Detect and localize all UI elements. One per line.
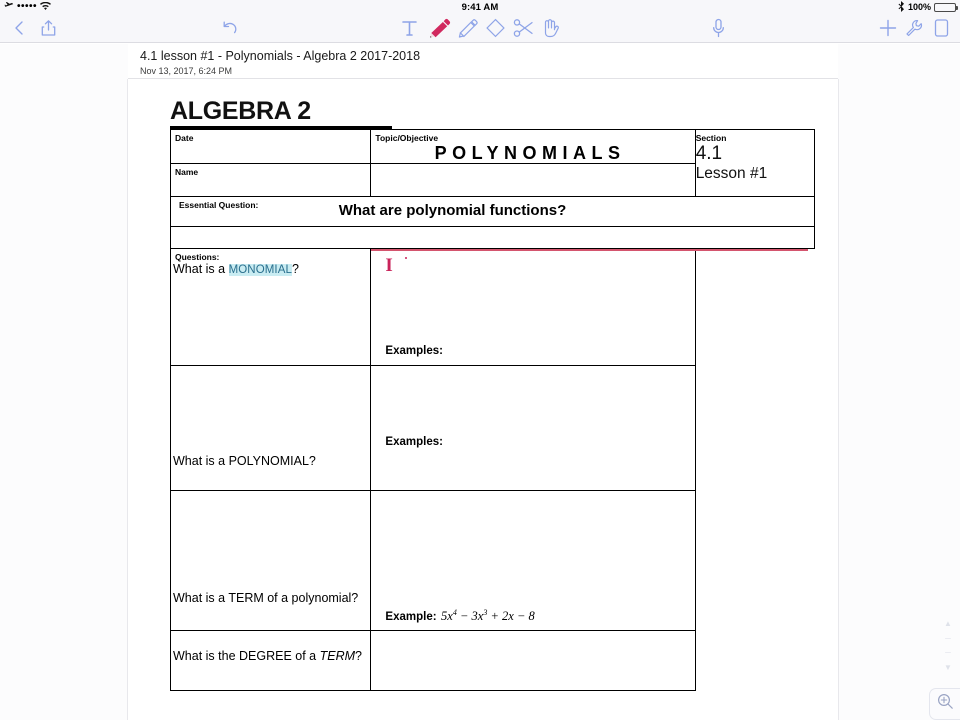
text-tool[interactable] bbox=[401, 19, 418, 37]
scroll-indicator[interactable] bbox=[941, 620, 955, 672]
scroll-dash-lower: ─ bbox=[945, 648, 951, 658]
table-row-question-1 bbox=[171, 249, 815, 366]
document-title: 4.1 lesson #1 - Polynomials - Algebra 2 2017-2018 bbox=[140, 49, 421, 63]
answer-1-examples-label: Examples: bbox=[385, 345, 443, 357]
status-clock: 9:41 AM bbox=[461, 1, 499, 13]
date-label: Date bbox=[175, 133, 194, 143]
status-right bbox=[898, 1, 956, 14]
question-4-prefix: What is the DEGREE of a bbox=[173, 649, 320, 663]
cell-date[interactable] bbox=[171, 130, 371, 164]
math-var-2: x bbox=[477, 609, 484, 623]
back-button[interactable] bbox=[12, 20, 26, 36]
section-number: 4.1 bbox=[695, 143, 723, 164]
cell-section[interactable] bbox=[695, 130, 814, 197]
math-coef-2: 3 bbox=[471, 609, 478, 623]
section-label: Section bbox=[695, 133, 727, 143]
cell-topic[interactable] bbox=[371, 130, 695, 164]
status-bar bbox=[0, 0, 960, 14]
math-exp-2: 3 bbox=[483, 607, 488, 617]
triangle-up-icon[interactable]: ▲ bbox=[944, 619, 952, 628]
worksheet-course-title: ALGEBRA 2 bbox=[170, 97, 311, 125]
undo-button[interactable] bbox=[221, 20, 238, 36]
question-2-text: What is a POLYNOMIAL? bbox=[173, 454, 316, 468]
signal-strength: ••••• bbox=[17, 1, 38, 12]
cell-question-4[interactable] bbox=[171, 631, 371, 691]
magnifier-plus-icon bbox=[937, 693, 954, 715]
cell-answer-2[interactable] bbox=[371, 366, 695, 491]
name-label: Name bbox=[175, 167, 199, 177]
eraser-tool[interactable] bbox=[485, 18, 506, 38]
scroll-dash-upper: ─ bbox=[945, 633, 951, 643]
ink-annotation-letter-i: I bbox=[385, 255, 393, 276]
battery-icon bbox=[934, 3, 956, 12]
math-coef-3: 2 bbox=[502, 609, 509, 623]
zoom-in-button[interactable] bbox=[929, 688, 960, 720]
question-4-text bbox=[171, 649, 370, 664]
cell-answer-1[interactable] bbox=[371, 249, 695, 366]
hand-tool[interactable] bbox=[540, 18, 560, 38]
document-date: Nov 13, 2017, 6:24 PM bbox=[140, 66, 233, 76]
math-coef-1: 5 bbox=[441, 609, 448, 623]
question-1-suffix: ? bbox=[292, 262, 299, 276]
question-1-prefix: What is a bbox=[173, 262, 229, 276]
cell-question-3[interactable] bbox=[171, 491, 371, 631]
question-1-text bbox=[171, 262, 370, 278]
essential-question-text: What are polynomial functions? bbox=[338, 202, 567, 219]
cell-question-2[interactable] bbox=[171, 366, 371, 491]
worksheet-table bbox=[170, 129, 815, 691]
question-4-suffix: ? bbox=[355, 649, 362, 663]
cell-answer-4[interactable] bbox=[371, 631, 695, 691]
pages-button[interactable] bbox=[934, 19, 949, 38]
triangle-down-icon[interactable]: ▼ bbox=[944, 662, 952, 672]
table-row-question-2 bbox=[171, 366, 815, 491]
worksheet bbox=[170, 97, 815, 691]
table-row-question-3 bbox=[171, 491, 815, 631]
math-op-1: − bbox=[456, 609, 472, 623]
document-header bbox=[128, 44, 838, 79]
answer-2-examples-label: Examples: bbox=[385, 436, 443, 448]
cut-tool[interactable] bbox=[513, 18, 535, 38]
cell-blank-strip[interactable] bbox=[171, 227, 815, 249]
math-exp-1: 4 bbox=[452, 607, 457, 617]
cell-question-1[interactable] bbox=[171, 249, 371, 366]
topic-label: Topic/Objective bbox=[375, 133, 439, 143]
answer-3-example-label: Example: bbox=[385, 611, 437, 623]
question-3-text: What is a TERM of a polynomial? bbox=[173, 591, 359, 605]
cell-topic-blank[interactable] bbox=[371, 164, 695, 197]
document-page[interactable] bbox=[128, 79, 838, 720]
table-row-essential-question bbox=[171, 197, 815, 227]
table-row-question-4 bbox=[171, 631, 815, 691]
math-coef-4: 8 bbox=[528, 609, 535, 623]
share-button[interactable] bbox=[41, 20, 56, 37]
cell-answer-3[interactable] bbox=[371, 491, 695, 631]
table-row-blank bbox=[171, 227, 815, 249]
questions-label: Questions: bbox=[175, 252, 220, 262]
page-gutter-right bbox=[838, 44, 960, 720]
add-page-button[interactable] bbox=[879, 19, 897, 37]
essential-question-label: Essential Question: bbox=[179, 200, 259, 210]
main-toolbar bbox=[0, 14, 960, 43]
ink-red-rule bbox=[371, 249, 808, 251]
answer-3-math-expression bbox=[441, 609, 535, 623]
topic-value: POLYNOMIALS bbox=[434, 143, 626, 163]
math-var-1: x bbox=[447, 609, 453, 623]
question-1-highlight: MONOMIAL bbox=[228, 264, 292, 276]
math-op-2: + bbox=[487, 609, 502, 623]
answer-3-example-line bbox=[371, 607, 694, 625]
math-var-3: x bbox=[508, 609, 514, 623]
bluetooth-icon bbox=[898, 1, 905, 14]
cell-essential-question[interactable] bbox=[171, 197, 815, 227]
ink-annotation-dot bbox=[405, 257, 407, 259]
battery-percent-label: 100% bbox=[907, 2, 931, 12]
table-row-date-topic bbox=[171, 130, 815, 164]
cell-name[interactable] bbox=[171, 164, 371, 197]
settings-button[interactable] bbox=[905, 19, 924, 37]
page-gutter-left bbox=[0, 44, 128, 720]
highlighter-tool[interactable] bbox=[457, 18, 479, 38]
question-4-italic: TERM bbox=[319, 649, 356, 663]
lesson-number: Lesson #1 bbox=[695, 165, 768, 182]
pen-tool[interactable] bbox=[428, 18, 452, 38]
microphone-button[interactable] bbox=[712, 19, 725, 38]
math-op-3: − bbox=[513, 609, 529, 623]
